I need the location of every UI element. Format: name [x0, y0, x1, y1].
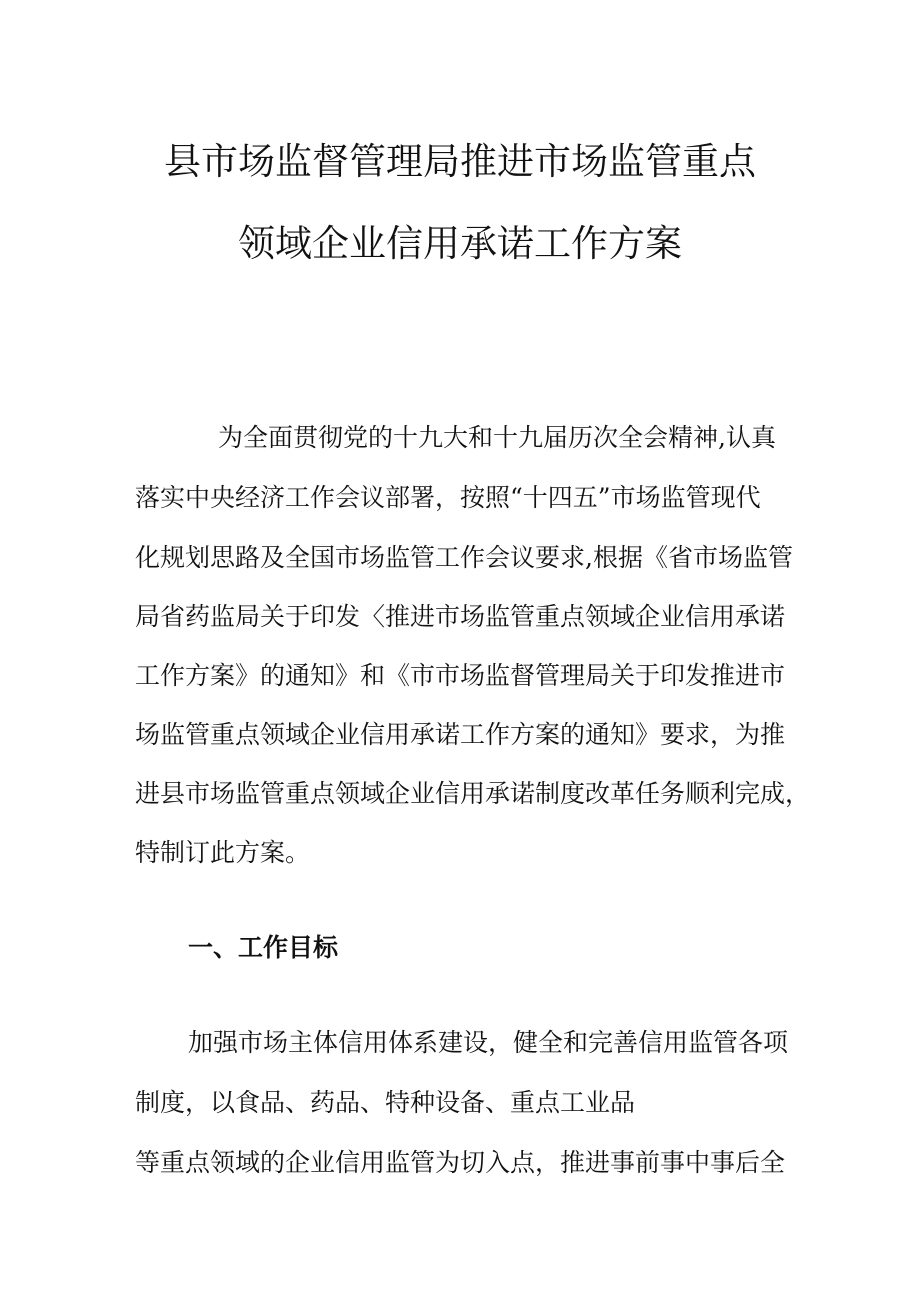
- document-title-line-1: 县市场监督管理局推进市场监管重点: [164, 140, 756, 183]
- intro-paragraph-line: 为全面贯彻党的十九大和十九届历次全会精神,认真: [218, 423, 776, 452]
- section-paragraph-line: 等重点领域的企业信用监管为切入点，推进事前事中事后全: [135, 1148, 786, 1177]
- intro-paragraph-line: 化规划思路及全国市场监管工作会议要求,根据《省市场监管: [135, 543, 793, 572]
- intro-paragraph-line: 落实中央经济工作会议部署，按照“十四五”市场监管现代: [135, 483, 761, 512]
- section-paragraph-line: 加强市场主体信用体系建设，健全和完善信用监管各项: [188, 1028, 789, 1057]
- section-heading: 一、工作目标: [188, 933, 339, 962]
- intro-paragraph-line: 工作方案》的通知》和《市市场监督管理局关于印发推进市: [135, 661, 786, 690]
- intro-paragraph-line: 局省药监局关于印发〈推进市场监管重点领域企业信用承诺: [135, 602, 786, 631]
- intro-paragraph-line: 进县市场监管重点领域企业信用承诺制度改革任务顺利完成，: [135, 779, 811, 808]
- intro-paragraph-line: 场监管重点领域企业信用承诺工作方案的通知》要求，为推: [135, 720, 786, 749]
- document-title-line-2: 领域企业信用承诺工作方案: [238, 222, 682, 265]
- section-paragraph-line: 制度，以食品、药品、特种设备、重点工业品: [135, 1088, 636, 1117]
- intro-paragraph-line: 特制订此方案。: [135, 838, 311, 867]
